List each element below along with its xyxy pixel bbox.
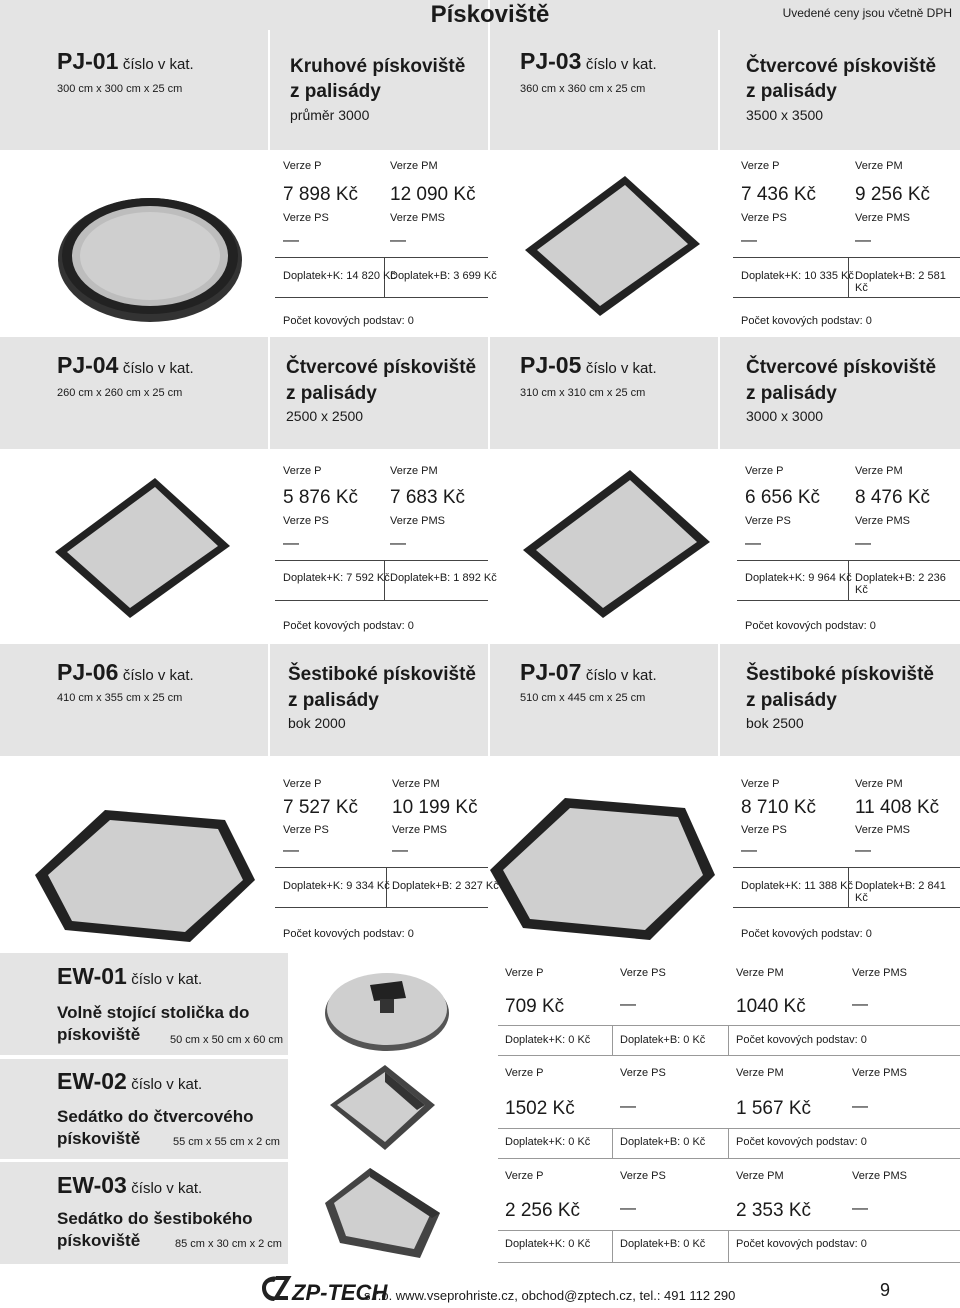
catalog-label: číslo v kat. [585, 667, 657, 684]
square-sandpit-image [45, 470, 235, 620]
price-p: 6 656 Kč [745, 487, 820, 508]
product-title-2: z palisády [288, 690, 379, 711]
product-dims: 85 cm x 30 cm x 2 cm [175, 1238, 282, 1250]
price-pm: 9 256 Kč [855, 184, 930, 205]
product-code-line [57, 659, 194, 686]
price-pm: 10 199 Kč [392, 797, 478, 818]
podstav-count: Počet kovových podstav: 0 [736, 1238, 867, 1250]
catalog-label: číslo v kat. [131, 971, 203, 988]
price-pms: — [392, 842, 408, 859]
product-title: Šestiboké pískoviště [746, 664, 934, 685]
label-verze-pms: Verze PMS [392, 824, 448, 836]
catalog-label: číslo v kat. [122, 56, 194, 73]
label-verze-ps: Verze PS [741, 824, 787, 836]
catalog-label: číslo v kat. [585, 360, 657, 377]
label-verze-p: Verze P [741, 160, 780, 172]
product-title-2: z palisády [746, 383, 837, 404]
divider [737, 600, 960, 601]
label-verze-ps: Verze PS [745, 515, 791, 527]
podstav-count: Počet kovových podstav: 0 [283, 315, 414, 327]
label-verze-pms: Verze PMS [390, 212, 446, 224]
price-pm: 7 683 Kč [390, 487, 465, 508]
label-verze-p: Verze P [283, 778, 322, 790]
label-verze-pm: Verze PM [736, 1067, 784, 1079]
product-dims: 55 cm x 55 cm x 2 cm [173, 1136, 280, 1148]
divider [612, 1025, 613, 1055]
label-verze-ps: Verze PS [283, 515, 329, 527]
doplatek-k: Doplatek+K: 11 388 Kč [741, 880, 854, 892]
divider [612, 1128, 613, 1158]
product-dims: 310 cm x 310 cm x 25 cm [520, 387, 646, 399]
doplatek-k: Doplatek+K: 9 964 Kč [745, 572, 852, 584]
product-code: PJ-03 [520, 48, 582, 74]
logo-icon [258, 1272, 292, 1304]
divider [275, 297, 488, 298]
label-verze-p: Verze P [283, 160, 322, 172]
divider [728, 1128, 729, 1158]
accessory-title-2: pískoviště [57, 1129, 141, 1148]
label-verze-ps: Verze PS [741, 212, 787, 224]
price-p: 7 436 Kč [741, 184, 816, 205]
label-verze-pms: Verze PMS [855, 212, 911, 224]
divider [275, 257, 488, 258]
doplatek-b: Doplatek+B: 2 841 Kč [855, 880, 946, 904]
price-pm: 8 476 Kč [855, 487, 930, 508]
product-code: EW-03 [57, 1172, 127, 1198]
catalog-label: číslo v kat. [585, 56, 657, 73]
divider [498, 1128, 960, 1129]
price-p: 709 Kč [505, 996, 565, 1017]
product-dims: 410 cm x 355 cm x 25 cm [57, 692, 183, 704]
label-verze-pm: Verze PM [855, 465, 903, 477]
catalog-label: číslo v kat. [131, 1180, 203, 1197]
price-ps: — [741, 232, 757, 249]
product-title-2: z palisády [286, 383, 377, 404]
product-code: EW-01 [57, 963, 127, 989]
label-verze-pms: Verze PMS [855, 515, 911, 527]
podstav-count: Počet kovových podstav: 0 [283, 928, 414, 940]
accessory-title: Sedátko do šestibokého [57, 1209, 253, 1228]
product-title: Čtvercové pískoviště [746, 56, 937, 77]
product-title: Čtvercové pískoviště [286, 357, 477, 378]
product-dims: 50 cm x 50 cm x 60 cm [170, 1034, 284, 1046]
price-pms: — [390, 535, 406, 552]
product-subtitle: 3000 x 3000 [746, 408, 824, 424]
label-verze-p: Verze P [283, 465, 322, 477]
label-verze-ps: Verze PS [620, 1170, 666, 1182]
podstav-count: Počet kovových podstav: 0 [283, 620, 414, 632]
product-dims: 360 cm x 360 cm x 25 cm [520, 83, 646, 95]
label-verze-pm: Verze PM [390, 465, 438, 477]
square-sandpit-image [515, 462, 715, 622]
label-verze-pm: Verze PM [736, 967, 784, 979]
label-verze-pm: Verze PM [392, 778, 440, 790]
doplatek-b: Doplatek+B: 2 581 Kč [855, 270, 946, 294]
doplatek-b: Doplatek+B: 0 Kč [620, 1238, 706, 1250]
doplatek-k: Doplatek+K: 10 335 Kč [741, 270, 854, 282]
hexagon-seat-image [320, 1163, 445, 1263]
corner-seat-image [325, 1060, 440, 1155]
podstav-count: Počet kovových podstav: 0 [741, 315, 872, 327]
price-p: 1502 Kč [505, 1098, 575, 1119]
hexagon-sandpit-image [485, 790, 720, 950]
divider [498, 1262, 960, 1263]
product-code-line [520, 659, 657, 686]
podstav-count: Počet kovových podstav: 0 [745, 620, 876, 632]
product-dims: 300 cm x 300 cm x 25 cm [57, 83, 183, 95]
label-verze-ps: Verze PS [283, 212, 329, 224]
label-verze-ps: Verze PS [620, 967, 666, 979]
accessory-title-2: pískoviště [57, 1231, 141, 1250]
label-verze-pms: Verze PMS [852, 1170, 908, 1182]
product-subtitle: průměr 3000 [290, 107, 370, 123]
price-ps: — [741, 842, 757, 859]
footer-logo-text: ZP-TECH [292, 1280, 388, 1305]
product-code: PJ-01 [57, 48, 119, 74]
divider [728, 1230, 729, 1262]
doplatek-k: Doplatek+K: 14 820 Kč [283, 270, 396, 282]
price-ps: — [283, 232, 299, 249]
doplatek-b: Doplatek+B: 0 Kč [620, 1136, 706, 1148]
product-subtitle: 2500 x 2500 [286, 408, 364, 424]
label-verze-pms: Verze PMS [852, 1067, 908, 1079]
label-verze-p: Verze P [745, 465, 784, 477]
label-verze-p: Verze P [505, 1067, 544, 1079]
podstav-count: Počet kovových podstav: 0 [736, 1136, 867, 1148]
price-pm: 12 090 Kč [390, 184, 476, 205]
square-sandpit-image [515, 168, 705, 318]
price-note: Uvedené ceny jsou včetně DPH [782, 6, 952, 20]
product-dims: 260 cm x 260 cm x 25 cm [57, 387, 183, 399]
price-p: 5 876 Kč [283, 487, 358, 508]
product-title-2: z palisády [746, 81, 837, 102]
doplatek-k: Doplatek+K: 0 Kč [505, 1136, 591, 1148]
page-title: Pískoviště [430, 1, 550, 28]
price-pms: — [855, 842, 871, 859]
product-subtitle: 3500 x 3500 [746, 107, 824, 123]
label-verze-p: Verze P [505, 967, 544, 979]
divider [275, 867, 488, 868]
product-dims: 510 cm x 445 cm x 25 cm [520, 692, 646, 704]
catalog-label: číslo v kat. [122, 667, 194, 684]
doplatek-k: Doplatek+K: 7 592 Kč [283, 572, 390, 584]
price-p: 8 710 Kč [741, 797, 816, 818]
price-ps: — [283, 535, 299, 552]
price-pms: — [855, 232, 871, 249]
price-p: 7 898 Kč [283, 184, 358, 205]
price-pm: 11 408 Kč [855, 797, 940, 818]
round-sandpit-image [55, 190, 245, 330]
podstav-count: Počet kovových podstav: 0 [741, 928, 872, 940]
price-pms: — [852, 996, 868, 1013]
product-code: PJ-04 [57, 352, 119, 378]
product-title: Kruhové pískoviště [290, 56, 466, 77]
product-code-line [57, 352, 194, 379]
product-title-2: z palisády [290, 81, 381, 102]
doplatek-b: Doplatek+B: 2 327 Kč [392, 880, 499, 892]
catalog-label: číslo v kat. [131, 1076, 203, 1093]
divider [498, 1230, 960, 1231]
divider [612, 1230, 613, 1262]
price-pms: — [855, 535, 871, 552]
price-ps: — [620, 1200, 636, 1217]
label-verze-p: Verze P [741, 778, 780, 790]
price-p: 2 256 Kč [505, 1200, 580, 1221]
label-verze-pm: Verze PM [390, 160, 438, 172]
price-ps: — [745, 535, 761, 552]
product-code: PJ-07 [520, 659, 582, 685]
product-code-line [520, 352, 657, 379]
divider [275, 560, 488, 561]
label-verze-pms: Verze PMS [852, 967, 908, 979]
product-code-line [520, 48, 657, 75]
doplatek-b: Doplatek+B: 0 Kč [620, 1034, 706, 1046]
price-p: 7 527 Kč [283, 797, 358, 818]
doplatek-b: Doplatek+B: 3 699 Kč [390, 270, 497, 282]
divider [275, 907, 488, 908]
label-verze-pm: Verze PM [855, 160, 903, 172]
product-code-line [57, 48, 194, 75]
product-subtitle: bok 2500 [746, 715, 804, 731]
product-code: PJ-06 [57, 659, 119, 685]
divider [498, 1158, 960, 1159]
price-pm: 1 567 Kč [736, 1098, 811, 1119]
product-subtitle: bok 2000 [288, 715, 346, 731]
catalog-label: číslo v kat. [122, 360, 194, 377]
product-code-line [57, 1068, 202, 1095]
doplatek-b: Doplatek+B: 1 892 Kč [390, 572, 497, 584]
product-code-line [57, 1172, 202, 1199]
hexagon-sandpit-image [30, 800, 260, 950]
price-ps: — [283, 842, 299, 859]
accessory-title-2: pískoviště [57, 1025, 141, 1044]
product-code: EW-02 [57, 1068, 127, 1094]
doplatek-b: Doplatek+B: 2 236 Kč [855, 572, 946, 596]
price-pms: — [852, 1098, 868, 1115]
label-verze-pms: Verze PMS [855, 824, 911, 836]
label-verze-pms: Verze PMS [390, 515, 446, 527]
price-pm: 1040 Kč [736, 996, 806, 1017]
price-ps: — [620, 996, 636, 1013]
product-title: Čtvercové pískoviště [746, 357, 937, 378]
divider [498, 1055, 960, 1056]
stool-image [322, 963, 452, 1053]
divider [728, 1025, 729, 1055]
product-code-line [57, 963, 202, 990]
divider [733, 297, 960, 298]
label-verze-ps: Verze PS [620, 1067, 666, 1079]
accessory-title: Volně stojící stolička do [57, 1003, 250, 1022]
page-number: 9 [880, 1280, 891, 1300]
product-title: Šestiboké pískoviště [288, 664, 476, 685]
divider [733, 867, 960, 868]
price-ps: — [620, 1098, 636, 1115]
product-code: PJ-05 [520, 352, 582, 378]
divider [498, 1025, 960, 1026]
label-verze-pm: Verze PM [736, 1170, 784, 1182]
divider [733, 257, 960, 258]
doplatek-k: Doplatek+K: 0 Kč [505, 1238, 591, 1250]
doplatek-k: Doplatek+K: 9 334 Kč [283, 880, 390, 892]
label-verze-p: Verze P [505, 1170, 544, 1182]
podstav-count: Počet kovových podstav: 0 [736, 1034, 867, 1046]
label-verze-pm: Verze PM [855, 778, 903, 790]
doplatek-k: Doplatek+K: 0 Kč [505, 1034, 591, 1046]
divider [733, 907, 960, 908]
label-verze-ps: Verze PS [283, 824, 329, 836]
price-pms: — [390, 232, 406, 249]
price-pm: 2 353 Kč [736, 1200, 811, 1221]
product-title-2: z palisády [746, 690, 837, 711]
divider [275, 600, 488, 601]
accessory-title: Sedátko do čtvercového [57, 1107, 254, 1126]
footer-contact: s.r.o. www.vseprohriste.cz, obchod@zptech.cz, tel.: 491 112 290 [364, 1288, 736, 1303]
price-pms: — [852, 1200, 868, 1217]
